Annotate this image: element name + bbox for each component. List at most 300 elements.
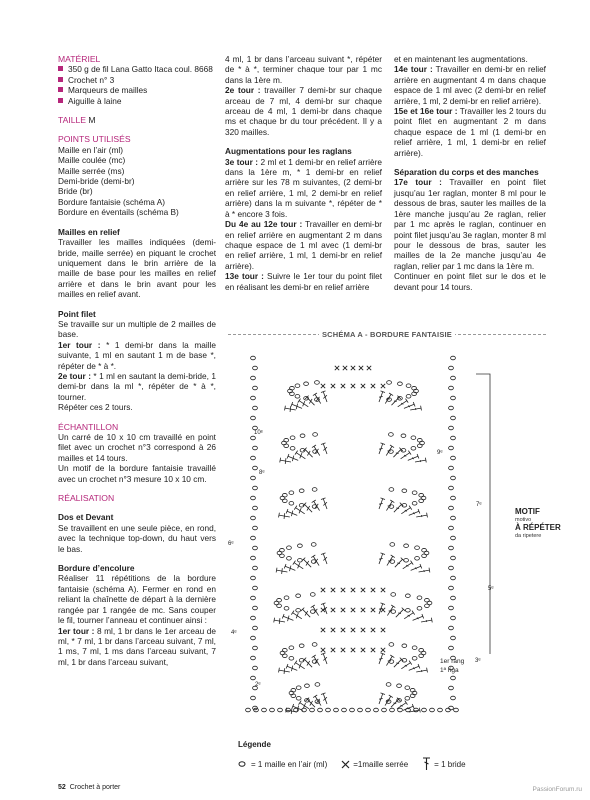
chain-stitch-icon <box>451 596 456 600</box>
round-1-continued: 4 ml, 1 br dans l’arceau suivant *, répéter de * à *, terminer chaque tour par 1 mc dans la 1ère m. <box>225 54 382 85</box>
chain-stitch-icon <box>451 436 456 440</box>
chain-stitch-icon <box>278 708 283 712</box>
chain-stitch-icon <box>253 546 258 550</box>
chain-stitch-icon <box>296 696 301 700</box>
double-crochet-icon <box>409 664 420 670</box>
chain-stitch-icon <box>390 708 395 712</box>
double-crochet-icon <box>321 443 327 454</box>
single-crochet-icon <box>361 628 365 632</box>
single-crochet-icon <box>343 366 347 370</box>
single-crochet-icon <box>321 588 325 592</box>
chain-stitch-icon <box>412 491 417 495</box>
round-label-2: 2ᵉ <box>255 682 261 688</box>
chain-stitch-icon <box>342 708 347 712</box>
raglans-heading: Augmentations pour les raglans <box>225 146 352 157</box>
chain-stitch-icon <box>253 366 258 370</box>
single-crochet-icon <box>341 384 345 388</box>
bullet-square-icon <box>58 87 63 92</box>
chain-stitch-icon <box>451 556 456 560</box>
relief-heading: Mailles en relief <box>58 226 120 237</box>
chain-stitch-icon <box>415 556 420 560</box>
chain-stitch-icon <box>296 594 301 598</box>
chain-stitch-icon <box>312 643 317 647</box>
chain-stitch-icon <box>389 643 394 647</box>
chain-stitch-icon <box>295 384 300 388</box>
single-crochet-icon <box>321 384 325 388</box>
double-crochet-icon <box>419 568 430 573</box>
chain-stitch-icon <box>251 516 256 520</box>
round-3: 3e tour : 2 ml et 1 demi-br en relief arrière dans la 1ère m, * 1 demi-br en relief arrière sur les 78 m suivantes, (2 demi-br en relief arrière, 1 ml, 2 demi-br en relief arrière) dans la m suivante *, répéter de * à * encore 3 fois. <box>225 156 383 219</box>
chain-stitch-icon <box>451 676 456 680</box>
materiel-item: Marqueurs de mailles <box>58 85 216 95</box>
chain-stitch-icon <box>405 608 410 612</box>
chain-stitch-icon <box>289 656 294 660</box>
legend-item-ml: = 1 maille en l’air (ml) <box>238 760 327 769</box>
magazine-name: Crochet à porter <box>69 784 121 791</box>
round-14: 14e tour : Travailler en demi-br en relief arrière en augmentant 4 m dans chaque espace de 1 ml avec (2 demi-br en relief arrière, 1 ml, 2 demi-br en relief arrière). <box>394 64 546 106</box>
chain-stitch-icon <box>298 544 303 548</box>
chain-stitch-icon <box>397 684 402 688</box>
chain-stitch-icon <box>251 656 256 660</box>
single-crochet-icon <box>351 648 355 652</box>
single-crochet-icon <box>371 384 375 388</box>
bullet-square-icon <box>58 98 63 103</box>
round-2: 2e tour : travailler 7 demi-br sur chaque arceau de 7 ml, 4 demi-br sur chaque arceau de 4 ml, 1 demi-br dans chaque ms et chaque br du tour précédent. Il y a 320 mailles. <box>225 85 382 137</box>
double-crochet-icon <box>274 618 285 624</box>
chain-stitch-icon <box>289 646 294 650</box>
chain-stitch-icon <box>253 466 258 470</box>
bullet-square-icon <box>58 77 63 82</box>
legend <box>238 740 548 771</box>
chain-stitch-icon <box>389 450 394 454</box>
chain-stitch-icon <box>253 406 258 410</box>
round-15-16: 15e et 16e tour : Travailler les 2 tours du point filet en augmentant 2 m dans chaque espace de 1 ml (1 demi-br en relief arrière, 1 ml, 1 demi-br en relief arrière). <box>394 106 547 158</box>
chain-stitch-icon <box>405 686 410 690</box>
chain-stitch-icon <box>382 708 387 712</box>
chain-stitch-icon <box>282 499 287 503</box>
schema-title: SCHÉMA A - BORDURE FANTAISIE <box>228 330 546 339</box>
single-crochet-icon <box>361 648 365 652</box>
double-crochet-icon <box>422 757 431 771</box>
single-crochet-icon <box>361 384 365 388</box>
chain-stitch-icon <box>402 644 407 648</box>
chain-stitch-icon <box>430 708 435 712</box>
chain-stitch-icon <box>251 376 256 380</box>
chain-stitch-icon <box>411 436 416 440</box>
chain-stitch-icon <box>253 526 258 530</box>
double-crochet-icon <box>416 513 427 518</box>
chain-stitch-icon <box>246 708 251 712</box>
chain-stitch-icon <box>334 708 339 712</box>
chain-stitch-icon <box>449 546 454 550</box>
points-item: Bordure fantaisie (schéma A) <box>58 196 165 207</box>
chain-stitch-icon <box>405 594 410 598</box>
legend-item-br: = 1 bride <box>422 757 465 771</box>
chain-stitch-icon <box>406 384 411 388</box>
chain-stitch-icon <box>389 660 394 664</box>
single-crochet-icon <box>367 366 371 370</box>
chain-stitch-icon <box>449 446 454 450</box>
chain-stitch-icon <box>417 606 422 610</box>
chain-stitch-icon <box>284 606 289 610</box>
chain-stitch-icon <box>296 686 301 690</box>
double-crochet-icon <box>313 393 321 404</box>
materiel-item: Crochet n° 3 <box>58 75 216 85</box>
chain-stitch-icon <box>251 436 256 440</box>
round-13: 13e tour : Suivre le 1er tour du point filet en réalisant les demi-br en relief arrière <box>225 271 382 292</box>
chain-stitch-icon <box>253 586 258 590</box>
chain-stitch-icon <box>295 394 300 398</box>
double-crochet-icon <box>286 509 297 516</box>
chain-stitch-icon <box>422 554 427 558</box>
round-label-6: 6ᵉ <box>228 541 234 547</box>
double-crochet-icon <box>385 393 393 404</box>
chain-stitch-icon <box>318 708 323 712</box>
double-crochet-icon <box>379 443 385 454</box>
chain-stitch-icon <box>404 544 409 548</box>
chain-stitch-icon <box>451 356 456 360</box>
double-crochet-icon <box>321 498 327 509</box>
single-crochet-icon <box>359 366 363 370</box>
echantillon-text-2: Un motif de la bordure fantaisie travaillé avec un crochet n°3 mesure 10 x 10 cm. <box>58 463 216 484</box>
double-crochet-icon <box>321 693 327 704</box>
single-crochet-icon <box>351 588 355 592</box>
taille-heading: TAILLE M <box>58 115 96 126</box>
double-crochet-icon <box>379 553 385 564</box>
chain-stitch-icon <box>389 505 394 509</box>
round-13-continued: et en maintenant les augmentations. <box>394 54 528 64</box>
double-crochet-icon <box>287 454 298 461</box>
chain-stitch-icon <box>253 486 258 490</box>
page-number: 52 <box>58 784 66 791</box>
points-item: Maille coulée (mc) <box>58 155 126 166</box>
double-crochet-icon <box>284 564 295 571</box>
single-crochet-icon <box>361 588 365 592</box>
chain-stitch-icon <box>251 536 256 540</box>
double-crochet-icon <box>303 658 312 668</box>
chain-stitch-icon <box>350 708 355 712</box>
chain-stitch-icon <box>451 496 456 500</box>
materiel-item: Aiguille à laine <box>58 96 216 106</box>
taille-value: M <box>88 115 96 126</box>
chain-stitch-icon <box>415 546 420 550</box>
double-crochet-icon <box>379 498 385 509</box>
chain-stitch-icon <box>280 554 285 558</box>
single-crochet-icon <box>331 384 335 388</box>
points-item: Maille serrée (ms) <box>58 165 125 176</box>
single-crochet-icon <box>331 608 335 612</box>
chain-stitch-icon <box>310 708 315 712</box>
chain-stitch-icon <box>401 434 406 438</box>
double-crochet-icon <box>415 458 426 463</box>
chain-stitch-icon <box>451 696 456 700</box>
chain-stitch-icon <box>449 686 454 690</box>
single-crochet-icon <box>321 628 325 632</box>
bullet-square-icon <box>58 66 63 71</box>
chain-stitch-icon <box>449 386 454 390</box>
double-crochet-icon <box>416 668 427 673</box>
double-crochet-icon <box>395 558 404 568</box>
chain-stitch-icon <box>251 696 256 700</box>
bordure-heading: Bordure d’encolure <box>58 563 135 574</box>
chain-stitch-icon <box>300 434 305 438</box>
double-crochet-icon <box>279 668 290 674</box>
filet-heading: Point filet <box>58 308 96 319</box>
chain-stitch-icon <box>451 536 456 540</box>
filet-intro: Se travaille sur un multiple de 2 mailles de base. <box>58 318 216 340</box>
chain-stitch-icon <box>425 604 430 608</box>
chain-stitch-icon <box>253 666 258 670</box>
chain-stitch-icon <box>449 466 454 470</box>
chain-stitch-icon <box>449 406 454 410</box>
column-1 <box>58 54 216 667</box>
single-crochet-icon <box>331 588 335 592</box>
points-item: Maille en l’air (ml) <box>58 144 124 155</box>
materiel-heading: MATÉRIEL <box>58 54 101 64</box>
chain-stitch-icon <box>390 560 395 564</box>
chain-stitch-icon <box>451 616 456 620</box>
chain-stitch-icon <box>412 656 417 660</box>
chain-stitch-icon <box>390 543 395 547</box>
chain-stitch-icon <box>312 488 317 492</box>
single-crochet-icon <box>341 588 345 592</box>
double-crochet-icon <box>379 391 385 402</box>
chain-stitch-icon <box>406 394 411 398</box>
column-3 <box>394 54 546 292</box>
double-crochet-icon <box>379 653 385 664</box>
chain-stitch-icon <box>449 506 454 510</box>
points-item: Demi-bride (demi-br) <box>58 176 135 187</box>
chain-stitch-icon <box>404 558 409 562</box>
bordure-round-1: 1er tour : 8 ml, 1 br dans le 1er arceau de ml, * 7 ml, 1 br dans l’arceau suivant, 7 ml, 1 ms, 7 ml, 1 ms dans l’arceau suivant, 7 ml, 1 br dans l’arceau suivant, <box>58 625 216 667</box>
chain-stitch-icon <box>438 708 443 712</box>
double-crochet-icon <box>396 608 405 618</box>
chain-stitch-icon <box>451 636 456 640</box>
chain-stitch-icon <box>251 576 256 580</box>
chain-stitch-icon <box>451 476 456 480</box>
chain-stitch-icon <box>387 381 392 385</box>
single-crochet-icon <box>351 384 355 388</box>
double-crochet-icon <box>394 658 403 668</box>
chain-stitch-icon <box>304 382 309 386</box>
chain-stitch-icon <box>251 496 256 500</box>
chain-stitch-icon <box>251 596 256 600</box>
chain-stitch-icon <box>310 610 315 614</box>
motif-label: MOTIF motivo À RÉPÉTER da ripetere <box>515 507 561 539</box>
chain-stitch-icon <box>287 546 292 550</box>
chain-stitch-icon <box>326 708 331 712</box>
single-crochet-icon <box>335 366 339 370</box>
final-instructions: Continuer en point filet sur le dos et le devant pour 14 tours. <box>394 271 546 292</box>
chain-stitch-icon <box>251 616 256 620</box>
points-item: Bride (br) <box>58 186 93 197</box>
single-crochet-icon <box>381 384 385 388</box>
chain-stitch-icon <box>253 606 258 610</box>
single-crochet-icon <box>321 648 325 652</box>
chain-stitch-icon <box>411 446 416 450</box>
chain-stitch-icon <box>290 436 295 440</box>
chain-stitch-icon <box>299 489 304 493</box>
round-4-12: Du 4e au 12e tour : Travailler en demi-br en relief arrière en augmentant 2 m dans chaque espace de 1 ml avec (1 demi-br en relief arrière, 1 ml, 1 demi-br en relief arrière). <box>225 219 382 271</box>
chain-stitch-icon <box>417 596 422 600</box>
double-crochet-icon <box>303 503 312 513</box>
dos-heading: Dos et Devant <box>58 512 114 523</box>
double-crochet-icon <box>404 402 415 408</box>
double-crochet-icon <box>408 454 419 460</box>
round-17: 17e tour : Travailler en point filet jusqu’au 1er raglan, monter 8 ml pour le dessous de bras, sauter les mailles de la 1ère manche jusqu’au 2e raglan, relier par 1 mc après le raglan, continuer en point filet jusqu’au 3e raglan, monter 8 ml pour le dessous de bras, sauter les mailles de la 2e manche jusqu’au 4e raglan, relier par 1 mc dans la 1ère m. <box>394 177 546 271</box>
single-crochet-icon <box>381 588 385 592</box>
chain-stitch-icon <box>398 708 403 712</box>
chain-stitch-icon <box>284 596 289 600</box>
chain-stitch-icon <box>419 654 424 658</box>
chain-stitch-icon <box>313 433 318 437</box>
double-crochet-icon <box>411 564 422 570</box>
chain-stitch-icon <box>277 604 282 608</box>
chain-stitch-icon <box>449 646 454 650</box>
chain-stitch-icon <box>366 708 371 712</box>
double-crochet-icon <box>403 704 414 710</box>
chain-stitch-icon <box>282 654 287 658</box>
single-crochet-icon <box>321 608 325 612</box>
echantillon-text-1: Un carré de 10 x 10 cm travaillé en point filet avec un crochet n°3 correspond à 26 mailles et 14 tours. <box>58 432 216 463</box>
single-crochet-icon <box>341 608 345 612</box>
single-crochet-icon <box>351 608 355 612</box>
chain-stitch-icon <box>449 526 454 530</box>
chain-stitch-icon <box>298 558 303 562</box>
double-crochet-icon <box>409 509 420 515</box>
double-crochet-icon <box>421 618 432 623</box>
chain-stitch-icon <box>451 516 456 520</box>
chain-stitch-icon <box>315 381 320 385</box>
single-crochet-icon <box>341 628 345 632</box>
chain-stitch-icon <box>449 366 454 370</box>
double-crochet-icon <box>410 406 421 411</box>
chain-stitch-icon <box>287 556 292 560</box>
round-label-7: 7ᵉ <box>476 502 482 508</box>
chain-stitch-icon <box>251 396 256 400</box>
crochet-chart <box>228 338 546 743</box>
chain-stitch-icon <box>449 486 454 490</box>
single-crochet-icon <box>371 608 375 612</box>
single-crochet-icon <box>381 628 385 632</box>
chain-stitch-icon <box>310 593 315 597</box>
chain-stitch-icon <box>412 646 417 650</box>
double-crochet-icon <box>321 391 327 402</box>
round-label-10: 10ᵉ <box>254 430 263 436</box>
dos-text: Se travaillent en une seule pièce, en rond, avec la technique top-down, du haut vers le bas. <box>58 522 216 554</box>
single-crochet-icon <box>361 608 365 612</box>
double-crochet-icon <box>286 664 297 671</box>
double-crochet-icon <box>394 503 403 513</box>
round-label-3: 3ᵉ <box>475 658 481 664</box>
chain-stitch-icon <box>270 708 275 712</box>
chain-stitch-icon <box>449 606 454 610</box>
chain-stitch-icon <box>412 501 417 505</box>
filet-repeat: Répéter ces 2 tours. <box>58 402 133 413</box>
double-crochet-icon <box>276 568 287 574</box>
chain-stitch-icon <box>451 416 456 420</box>
chain-stitch-icon <box>296 608 301 612</box>
chain-stitch-icon <box>315 683 320 687</box>
echantillon-heading: ÉCHANTILLON <box>58 421 119 432</box>
chain-stitch-icon <box>251 636 256 640</box>
chain-stitch-icon <box>451 456 456 460</box>
chain-stitch-icon <box>253 646 258 650</box>
chain-stitch-icon <box>386 683 391 687</box>
chain-stitch-icon <box>253 386 258 390</box>
chain-stitch-icon <box>451 376 456 380</box>
single-crochet-icon <box>371 648 375 652</box>
double-crochet-icon <box>379 693 385 704</box>
chain-stitch-icon <box>389 488 394 492</box>
relief-text: Travailler les mailles indiquées (demi-bride, maille serrée) en piquant le crochet uniquement dans le brin arrière de la maille de base pour les mailles en relief arrière et dans le brin avant pour les mailles en relief avant. <box>58 237 216 300</box>
legend-item-ms: =1maille serrée <box>341 760 408 769</box>
double-crochet-icon <box>302 558 311 568</box>
chain-stitch-icon <box>299 644 304 648</box>
single-crochet-icon <box>341 760 350 769</box>
chain-stitch-icon <box>289 491 294 495</box>
single-crochet-icon <box>351 366 355 370</box>
double-crochet-icon <box>285 406 296 412</box>
chain-stitch-icon <box>451 576 456 580</box>
single-crochet-icon <box>331 648 335 652</box>
double-crochet-icon <box>280 458 291 464</box>
single-crochet-icon <box>371 628 375 632</box>
chain-stitch-icon <box>251 356 256 360</box>
round-label-4: 4ᵉ <box>231 630 237 636</box>
motif-bracket <box>476 374 490 654</box>
chain-stitch-icon <box>454 708 459 712</box>
chain-stitch-icon <box>402 489 407 493</box>
chain-stitch-icon <box>419 499 424 503</box>
chain-stitch-icon <box>251 476 256 480</box>
watermark: PassionForum.ru <box>532 786 582 793</box>
chain-stitch-icon <box>374 708 379 712</box>
round-label-5: 5ᵉ <box>488 586 494 592</box>
chain-stitch-icon <box>251 456 256 460</box>
chain-stitch-icon <box>405 696 410 700</box>
chain-stitch-icon <box>290 446 295 450</box>
double-crochet-icon <box>301 608 310 618</box>
chain-stitch-icon <box>253 626 258 630</box>
chain-stitch-icon <box>398 382 403 386</box>
chain-stitch-icon <box>449 586 454 590</box>
bordure-text: Réaliser 11 répétitions de la bordure fantaisie (schéma A). Fermer en rond en reliant la chaînette de départ à la dernière rangée par 1 rangée de mc. Sans couper le fil, tourner l’anneau et continuer ainsi : <box>58 573 216 626</box>
chain-stitch-icon <box>253 566 258 570</box>
chain-stitch-icon <box>449 626 454 630</box>
chain-stitch-icon <box>422 708 427 712</box>
chain-stitch-icon <box>391 610 396 614</box>
filet-round-2: 2e tour : * 1 ml en sautant la demi-bride, 1 demi-br dans la ml *, répéter de * à *, tourner. <box>58 370 217 402</box>
chain-stitch-icon <box>251 556 256 560</box>
chain-stitch-icon <box>238 760 247 768</box>
chain-stitch-icon <box>251 676 256 680</box>
points-heading: POINTS UTILISÉS <box>58 134 131 145</box>
double-crochet-icon <box>282 614 293 621</box>
single-crochet-icon <box>351 628 355 632</box>
chain-stitch-icon <box>253 446 258 450</box>
chain-stitch-icon <box>391 593 396 597</box>
materiel-item: 350 g de fil Lana Gatto Itaca coul. 8668 <box>58 64 216 74</box>
double-crochet-icon <box>321 653 327 664</box>
chain-stitch-icon <box>289 501 294 505</box>
chain-stitch-icon <box>389 433 394 437</box>
realisation-heading: RÉALISATION <box>58 493 115 504</box>
first-row-label: 1er rang 1ª riga <box>440 658 465 674</box>
single-crochet-icon <box>331 628 335 632</box>
chain-stitch-icon <box>253 506 258 510</box>
legend-title: Légende <box>238 740 271 749</box>
